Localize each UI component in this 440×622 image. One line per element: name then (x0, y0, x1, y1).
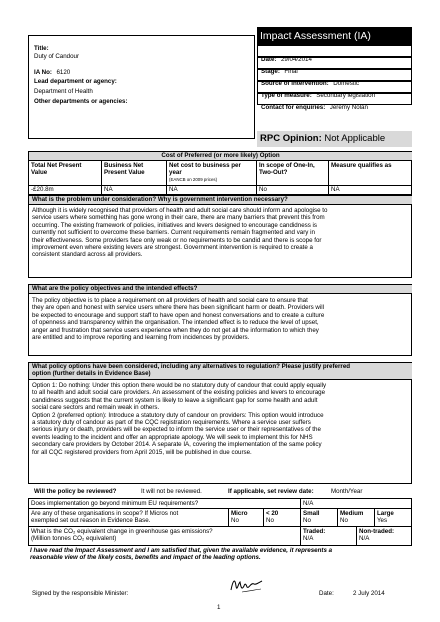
traded-value: N/A (303, 535, 314, 543)
eancb-sub: (EANCB on 2009 prices) (169, 176, 218, 182)
lt20-value: No (266, 517, 274, 525)
review-date-value: Month/Year (331, 488, 363, 495)
measure-label: Type of measure: (261, 92, 312, 99)
large-label: Large (377, 510, 394, 517)
option2-line: a statutory duty of candour as part of the CQC registration requirements. Where a service user suffers (32, 419, 311, 427)
option1-line: social care sectors and remain weak in others. (32, 404, 160, 412)
objectives-line: anger and frustration that service users experience when they do not get all the information to which they (32, 326, 319, 334)
co2-nontraded (357, 527, 412, 546)
lt20-label: < 20 (266, 510, 279, 517)
source-value: Domestic (333, 80, 359, 87)
objectives-line: be expected to encourage and support staff to have open and honest conversations and to create a culture (32, 311, 325, 319)
objectives-line: The policy objective is to place a requirement on all providers of health and social care to ensure that (32, 297, 308, 304)
problem-line: Although it is widely recognised that providers of health and adult social care should inform and apologise to (32, 207, 328, 214)
cost-col-oito: In scope of One-In, Two-Out? (257, 161, 329, 186)
review-answer: It will not be reviewed. (141, 488, 202, 495)
option1-line: candidness suggests that the current system is likely to leave a significant gap for some health and adult (32, 396, 318, 404)
sign-date-label: Date: (319, 590, 334, 597)
option1-line: to all health and adult social care providers. An assessment of the existing policies and levers to encourage (32, 389, 326, 397)
problem-body (32, 207, 410, 259)
large-value: Yes (377, 517, 388, 525)
orgs-question-line: Are any of these organisations in scope? If Micros not (31, 510, 179, 517)
ia-no-label: IA No: (34, 69, 52, 76)
cost-col-eancb (167, 161, 257, 186)
date-label: Date: (261, 56, 277, 63)
ia-title: Impact Assessment (IA) (257, 27, 412, 45)
option2-line: Option 2 (preferred option): Introduce a statutory duty of candour on providers: This option would introduce (32, 411, 324, 419)
problem-line: consistent standard across all providers. (32, 251, 143, 259)
measure-row (257, 81, 412, 99)
orgs-medium (338, 509, 375, 527)
ia-number (34, 61, 70, 79)
eancb-label: Net cost to business per year (169, 162, 241, 177)
orgs-small (301, 509, 338, 527)
options-section (28, 362, 412, 484)
declaration (30, 547, 412, 562)
eu-question: Does implementation go beyond minimum EU requirements? (29, 499, 301, 509)
problem-heading: What is the problem under consideration? Why is government intervention necessary? (29, 196, 412, 205)
title-label: Title: (34, 45, 49, 52)
problem-line: currently not sufficient to overcome these barriers. Current requirements remain fragmented and vary in (32, 229, 315, 237)
review-question: Will the policy be reviewed? (34, 488, 117, 495)
options-heading (29, 363, 412, 380)
page-number: 1 (217, 604, 221, 611)
option2-line: for all CQC registered providers from April 2015, will be published in due course. (32, 448, 252, 456)
lead-dept-value: Department of Health (34, 88, 93, 95)
orgs-large (375, 509, 412, 527)
source-label: Source of intervention: (261, 80, 329, 87)
rpc-label: RPC Opinion: (260, 133, 322, 144)
cost-col-qualifies: Measure qualifies as (331, 162, 392, 169)
problem-line: occurring. The existing framework of policies, initiatives and levers designed to encourage candidness is (32, 221, 318, 229)
rpc-value: Not Applicable (324, 133, 386, 144)
small-label: Small (303, 510, 320, 517)
cost-col-bnpv: Business Net Present Value (102, 161, 167, 186)
contact-value: Jeremy Nolan (329, 104, 368, 111)
declaration-line: I have read the Impact Assessment and I am satisfied that, given the available evidence, it represents a (30, 547, 333, 554)
orgs-question-line: exempted set out reason in Evidence Base. (31, 517, 151, 525)
options-body (32, 382, 410, 456)
title-value: Duty of Candour (34, 53, 80, 60)
orgs-lt20 (264, 509, 301, 527)
cost-value-row (29, 186, 412, 195)
nontraded-label: Non-traded: (359, 528, 395, 535)
stage-label: Stage: (261, 68, 280, 75)
sign-date-value: 2 July 2014 (353, 590, 385, 597)
signature-rule (211, 598, 440, 599)
orgs-micro (229, 509, 264, 527)
objectives-heading: What are the policy objectives and the intended effects? (29, 285, 412, 294)
option2-line: secondary care providers by October 2014. A separate IA, covering the implementation of the same policy (32, 441, 322, 449)
cost-header-row (29, 161, 412, 186)
traded-label: Traded: (303, 528, 326, 535)
scope-table (28, 498, 412, 546)
problem-section (28, 195, 412, 278)
nontraded-value: N/A (359, 535, 370, 543)
eu-answer: N/A (303, 500, 314, 507)
cost-v-qualifies: NA (331, 186, 340, 193)
lead-dept-label: Lead department or agency: (34, 78, 117, 85)
review-row (28, 487, 412, 497)
other-dept-label: Other departments or agencies: (34, 98, 128, 105)
cost-v-oito: No (257, 186, 329, 195)
orgs-row (29, 509, 412, 527)
rpc-opinion (257, 131, 412, 147)
co2-traded (301, 527, 357, 546)
cost-v-tnpv: -£20.8m (29, 186, 102, 195)
objectives-line: they are open and honest with service users where there has been significant harm or death. Providers will (32, 304, 324, 312)
source-row (257, 69, 412, 87)
problem-line: service users where something has gone wrong in their care, there are many barriers that prevent this from (32, 214, 325, 222)
objectives-body (32, 297, 410, 341)
option2-line: serious injury or death, providers will be expected to inform the service user or their representatives of the (32, 426, 321, 434)
stage-row (257, 57, 412, 75)
date-row (257, 45, 412, 63)
stage-value: Final (284, 68, 298, 75)
options-heading-line: What policy options have been considered, including any alternatives to regulation? Please justify preferred (32, 363, 351, 370)
date-value: 29/04/2014 (280, 56, 312, 63)
options-heading-line: option (further details in Evidence Base) (32, 370, 151, 378)
medium-value: No (340, 517, 348, 525)
objectives-section (28, 284, 412, 356)
cost-table (28, 151, 412, 195)
contact-label: Contact for enquiries: (261, 104, 326, 111)
cost-v-eancb: NA (167, 186, 257, 195)
co2-row (29, 527, 412, 546)
title-box (28, 35, 255, 139)
micro-value: No (231, 517, 239, 525)
problem-line: improvement even where existing levers are strongest. Government intervention is required to create a (32, 244, 313, 252)
co2-question (29, 527, 301, 546)
objectives-line: are entitled and to improve reporting and learning from incidences by providers. (32, 334, 250, 342)
review-date-label: If applicable, set review date: (228, 488, 314, 495)
orgs-question (29, 509, 229, 527)
option1-line: Option 1: Do nothing: Under this option there would be no statutory duty of candour that could apply equally (32, 382, 327, 389)
signed-by-label: Signed by the responsible Minister: (32, 590, 129, 597)
minister-signature (228, 574, 266, 596)
cost-title: Cost of Preferred (or more likely) Option (29, 152, 412, 161)
micro-label: Micro (231, 510, 248, 517)
co2-question-line: What is the CO₂ equivalent change in greenhouse gas emissions? (31, 528, 213, 535)
co2-question-line: (Million tonnes CO₂ equivalent) (31, 535, 117, 543)
declaration-line: reasonable view of the likely costs, benefits and impact of the leading options. (30, 554, 261, 562)
problem-line: their effectiveness. Some providers face only weak or no requirements to be candid and there is scope for (32, 236, 322, 244)
small-value: No (303, 517, 311, 525)
contact-row (257, 93, 412, 111)
ia-no-value: 6120 (56, 69, 71, 76)
eu-row (29, 499, 412, 509)
objectives-line: of openness and transparency within the organisation. The intended effect is to reduce the level of upset, (32, 319, 319, 327)
measure-value: Secondary legislation (316, 92, 376, 99)
option2-line: events leading to the incident and offer an appropriate apology. We will seek to implement this for NHS (32, 433, 313, 441)
cost-col-tnpv: Total Net Present Value (29, 161, 102, 186)
cost-v-bnpv: NA (102, 186, 167, 195)
medium-label: Medium (340, 510, 364, 517)
